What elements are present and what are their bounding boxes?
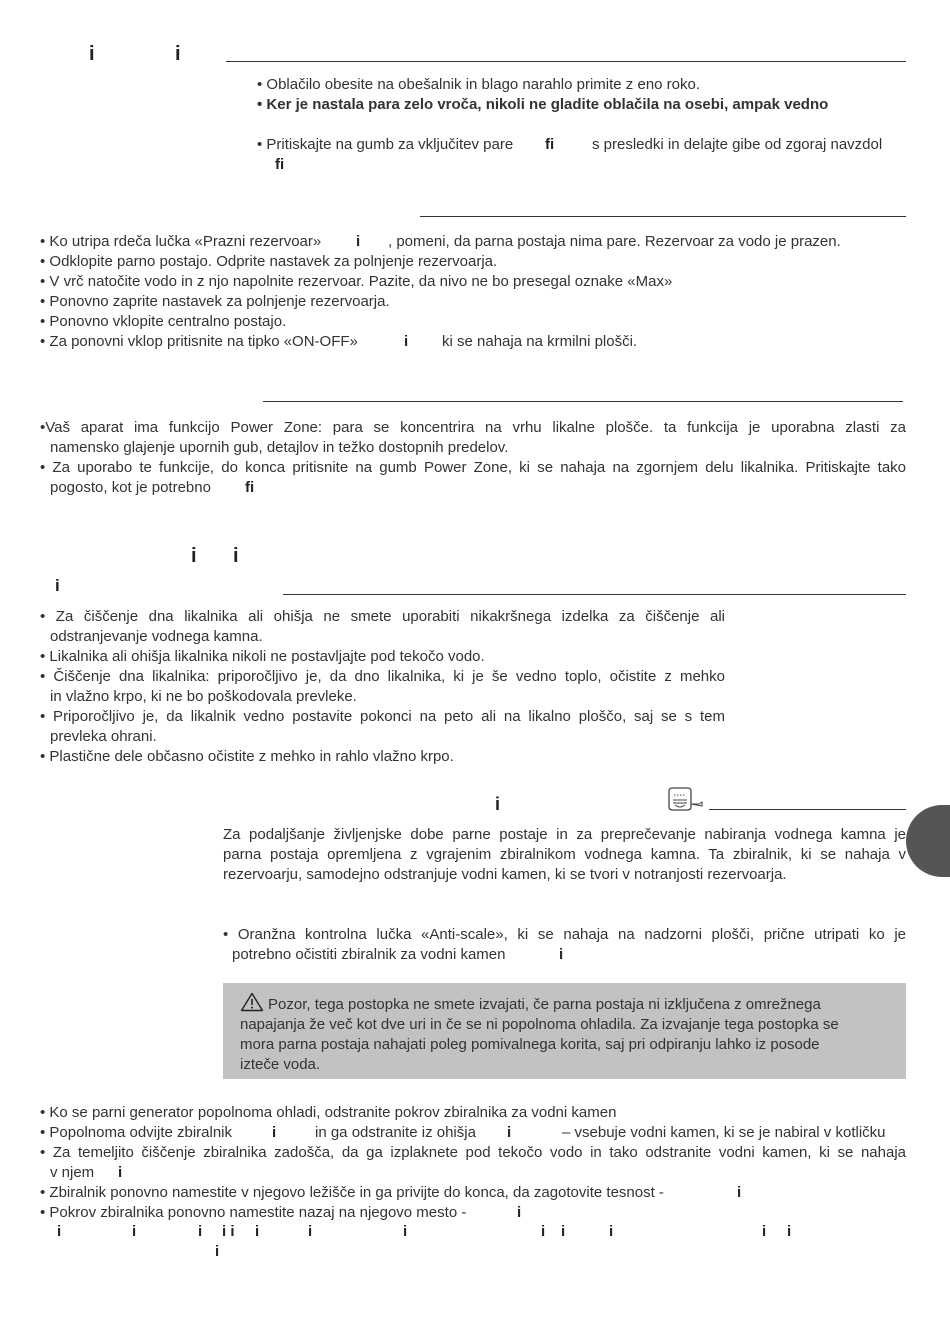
heading-fragment: i xyxy=(175,43,181,65)
symbol-fragment: i xyxy=(272,1124,277,1141)
list-item: • Plastične dele občasno očistite z mehko in rahlo vlažno krpo. xyxy=(40,748,454,765)
list-item: • Za čiščenje dna likalnika ali ohišja ne smete uporabiti nikakršnega izdelka za čiščenje ali xyxy=(40,608,725,625)
list-item: • Pritiskajte na gumb za vključitev pare xyxy=(257,136,514,153)
list-item: • Ponovno vklopite centralno postajo. xyxy=(40,313,287,330)
list-item: • Ko se parni generator popolnoma ohladi, odstranite pokrov zbiralnika za vodni kamen xyxy=(40,1104,617,1121)
symbol-fragment: i i xyxy=(222,1223,235,1240)
paragraph-line: Za podaljšanje življenjske dobe parne postaje in za preprečevanje nabiranja vodnega kamna je xyxy=(223,826,906,843)
list-item: • Za temeljito čiščenje zbiralnika zadošča, da ga izplaknete pod tekočo vodo in tako odstranite vodni kamen, ki se nahaja xyxy=(40,1144,906,1161)
symbol-fragment: i xyxy=(762,1223,767,1240)
symbol-fragment: i xyxy=(57,1223,62,1240)
list-item-warning: • Ker je nastala para zelo vroča, nikoli ne gladite oblačila na osebi, ampak vedno xyxy=(257,96,829,113)
list-item-continuation: prevleka ohrani. xyxy=(50,728,157,745)
list-item-continuation: – vsebuje vodni kamen, ki se je nabiral v kotličku xyxy=(562,1124,886,1141)
symbol-fragment: fi xyxy=(545,136,555,153)
warning-line: izteče voda. xyxy=(240,1056,321,1073)
paragraph-line: rezervoarju, samodejno odstranjuje vodni kamen, ki se tvori v notranjosti rezervoarja. xyxy=(223,866,787,883)
list-item-continuation: odstranjevanje vodnega kamna. xyxy=(50,628,263,645)
list-item: • Priporočljivo je, da likalnik vedno postavite pokonci na peto ali na likalno ploščo, saj se s tem xyxy=(40,708,725,725)
heading-fragment: i xyxy=(55,576,60,595)
paragraph-line: • Za uporabo te funkcije, do konca pritisnite na gumb Power Zone, ki se nahaja na zgornjem delu likalnika. Pritiskajte tako xyxy=(40,459,906,476)
symbol-fragment: i xyxy=(118,1164,123,1181)
list-item-continuation: in vlažno krpo, ki ne bo poškodovala prevleke. xyxy=(50,688,357,705)
scale-collector-icon xyxy=(667,786,707,814)
list-item: • Pokrov zbiralnika ponovno namestite nazaj na njegovo mesto - xyxy=(40,1204,467,1221)
list-item: • Zbiralnik ponovno namestite v njegovo ležišče in ga privijte do konca, da zagotovite tesnost - xyxy=(40,1184,664,1201)
heading-fragment: i xyxy=(191,545,197,567)
paragraph-line: namensko glajenje upornih gub, detajlov in težko dostopnih predelov. xyxy=(50,439,509,456)
section-rule xyxy=(420,216,906,217)
list-item-continuation: s presledki in delajte gibe od zgoraj navzdol xyxy=(592,136,883,153)
list-item: • Ponovno zaprite nastavek za polnjenje rezervoarja. xyxy=(40,293,390,310)
symbol-fragment: fi xyxy=(245,479,255,496)
symbol-fragment: i xyxy=(255,1223,260,1240)
warning-icon xyxy=(240,992,264,1012)
paragraph-line: parna postaja opremljena z vgrajenim zbiralnikom vodnega kamna. Ta zbiralnik, ki se nahaja v xyxy=(223,846,906,863)
list-item-continuation: in ga odstranite iz ohišja xyxy=(315,1124,476,1141)
heading-fragment: i xyxy=(495,794,501,814)
symbol-fragment: i xyxy=(404,333,409,350)
symbol-fragment: i xyxy=(561,1223,566,1240)
list-item: • V vrč natočite vodo in z njo napolnite rezervoar. Pazite, da nivo ne bo presegal oznake «Max» xyxy=(40,273,673,290)
heading-fragment: i xyxy=(233,545,239,567)
symbol-fragment: i xyxy=(507,1124,512,1141)
symbol-fragment: i xyxy=(198,1223,203,1240)
symbol-fragment: fi xyxy=(275,156,285,173)
list-item: • Likalnika ali ohišja likalnika nikoli ne postavljajte pod tekočo vodo. xyxy=(40,648,485,665)
symbol-fragment: i xyxy=(356,233,361,250)
list-item: • Za ponovni vklop pritisnite na tipko «ON-OFF» xyxy=(40,333,358,350)
list-item-continuation: v njem xyxy=(50,1164,95,1181)
paragraph-line: •Vaš aparat ima funkcijo Power Zone: para se koncentrira na vrhu likalne plošče. ta funkcija je uporabna zlasti za xyxy=(40,419,906,436)
warning-line: Pozor, tega postopka ne smete izvajati, če parna postaja ni izključena z omrežnega xyxy=(268,996,821,1013)
paragraph-line: pogosto, kot je potrebno xyxy=(50,479,211,496)
heading-fragment: i xyxy=(89,43,95,65)
symbol-fragment: i xyxy=(132,1223,137,1240)
section-rule xyxy=(226,61,906,62)
list-item: • Popolnoma odvijte zbiralnik xyxy=(40,1124,233,1141)
symbol-fragment: i xyxy=(403,1223,408,1240)
list-item: • Ko utripa rdeča lučka «Prazni rezervoar» xyxy=(40,233,322,250)
symbol-fragment: i xyxy=(215,1243,220,1260)
symbol-fragment: i xyxy=(787,1223,792,1240)
list-item: • Oranžna kontrolna lučka «Anti-scale», ki se nahaja na nadzorni plošči, prične utripati ko je xyxy=(223,926,906,943)
list-item-continuation: potrebno očistiti zbiralnik za vodni kamen xyxy=(232,946,506,963)
section-rule xyxy=(283,594,906,595)
symbol-fragment: i xyxy=(609,1223,614,1240)
symbol-fragment: i xyxy=(517,1204,522,1221)
list-item: • Odklopite parno postajo. Odprite nastavek za polnjenje rezervoarja. xyxy=(40,253,498,270)
symbol-fragment: i xyxy=(559,946,564,963)
page-side-tab xyxy=(906,805,950,877)
warning-box xyxy=(223,983,906,1079)
symbol-fragment: i xyxy=(541,1223,546,1240)
list-item: • Oblačilo obesite na obešalnik in blago narahlo primite z eno roko. xyxy=(257,76,701,93)
symbol-fragment: i xyxy=(737,1184,742,1201)
section-rule xyxy=(709,809,906,810)
list-item: • Čiščenje dna likalnika: priporočljivo je, da dno likalnika, ki je še vedno toplo, očistite z mehko xyxy=(40,668,725,685)
warning-line: mora parna postaja nahajati poleg pomivalnega korita, saj pri odpiranju lahko iz posode xyxy=(240,1036,820,1053)
symbol-fragment: i xyxy=(308,1223,313,1240)
warning-line: napajanja že več kot dve uri in če se ni popolnoma ohladila. Za izvajanje tega postopka se xyxy=(240,1016,839,1033)
list-item-continuation: , pomeni, da parna postaja nima pare. Rezervoar za vodo je prazen. xyxy=(388,233,841,250)
list-item-continuation: ki se nahaja na krmilni plošči. xyxy=(442,333,638,350)
section-rule xyxy=(263,401,903,402)
